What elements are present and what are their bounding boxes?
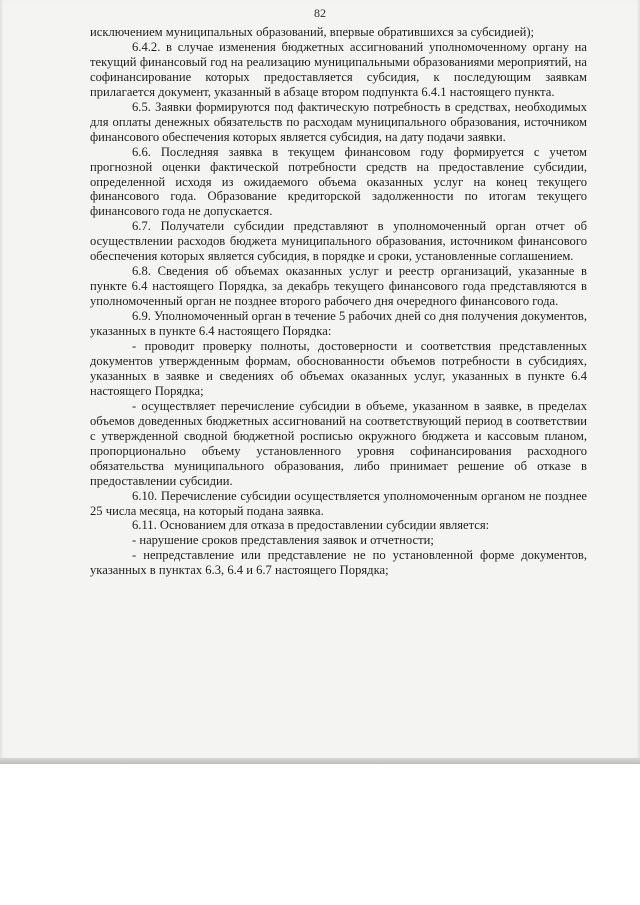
paragraph-6-8: 6.8. Сведения об объемах оказанных услуг и реестр организаций, указанные в пункте 6.4 настоящего Порядка, за декабрь текущего финансового года представляются в уполномоченный орган не позднее второго рабочего дня очередного финансового года. [90, 264, 587, 309]
paragraph-6-10: 6.10. Перечисление субсидии осуществляется уполномоченным органом не позднее 25 числа месяца, на который подана заявка. [90, 488, 587, 518]
paragraph-6-6: 6.6. Последняя заявка в текущем финансовом году формируется с учетом прогнозной оценки фактической потребности средств на предоставление субсидии, определенной исходя из ожидаемого объема оказанных услуг на конец текущего финансового года. Образование кредиторской задолженности по итогам текущего финансового года не допускается. [90, 144, 587, 219]
document-body [90, 25, 587, 578]
list-item-6-11-deadlines: - нарушение сроков представления заявок и отчетности; [132, 533, 434, 548]
list-item-6-9-check: - проводит проверку полноты, достоверности и соответствия представленных документов утвержденным формам, обоснованности объемов потребности в субсидиях, указанных в заявке и сведениях об объемах оказанных услуг, указанных в пункте 6.4 настоящего Порядка; [90, 339, 587, 398]
page-number: 82 [314, 6, 326, 20]
paragraph-6-4-2: 6.4.2. в случае изменения бюджетных ассигнований уполномоченному органу на текущий финансовый год на реализацию муниципальными образованиями мероприятий, на софинансирование которых предоставляется субсидия, к последующим заявкам прилагается документ, указанный в абзаце втором подпункта 6.4.1 настоящего пункта. [90, 39, 587, 99]
blank-margin [0, 764, 640, 905]
list-item-6-11-documents: - непредставление или представление не по установленной форме документов, указанных в пунктах 6.3, 6.4 и 6.7 настоящего Порядка; [90, 548, 587, 578]
paragraph-6-11: 6.11. Основанием для отказа в предоставлении субсидии является: [132, 518, 490, 533]
paragraph-6-7: 6.7. Получатели субсидии представляют в уполномоченный орган отчет об осуществлении расходов бюджета муниципального образования, источником финансового обеспечения которых является субсидия, в порядке и сроки, установленные соглашением. [90, 219, 587, 264]
list-item-6-9-transfer: - осуществляет перечисление субсидии в объеме, указанном в заявке, в пределах объемов доведенных бюджетных ассигнований на соответствующий период в соответствии с утвержденной сводной бюджетной росписью окружного бюджета и кассовым планом, пропорционально объему установленного уровня софинансирования расходного обязательства муниципального образования, либо принимает решение об отказе в предоставлении субсидии. [90, 398, 587, 488]
paragraph-6-9: 6.9. Уполномоченный орган в течение 5 рабочих дней со дня получения документов, указанных в пункте 6.4 настоящего Порядка: [90, 309, 587, 339]
paragraph-6-5: 6.5. Заявки формируются под фактическую потребность в средствах, необходимых для оплаты денежных обязательств по расходам муниципального образования, источником финансового обеспечения которых является субсидия, на дату подачи заявки. [90, 99, 587, 144]
paragraph-continuation: исключением муниципальных образований, впервые обратившихся за субсидией); [90, 25, 535, 39]
